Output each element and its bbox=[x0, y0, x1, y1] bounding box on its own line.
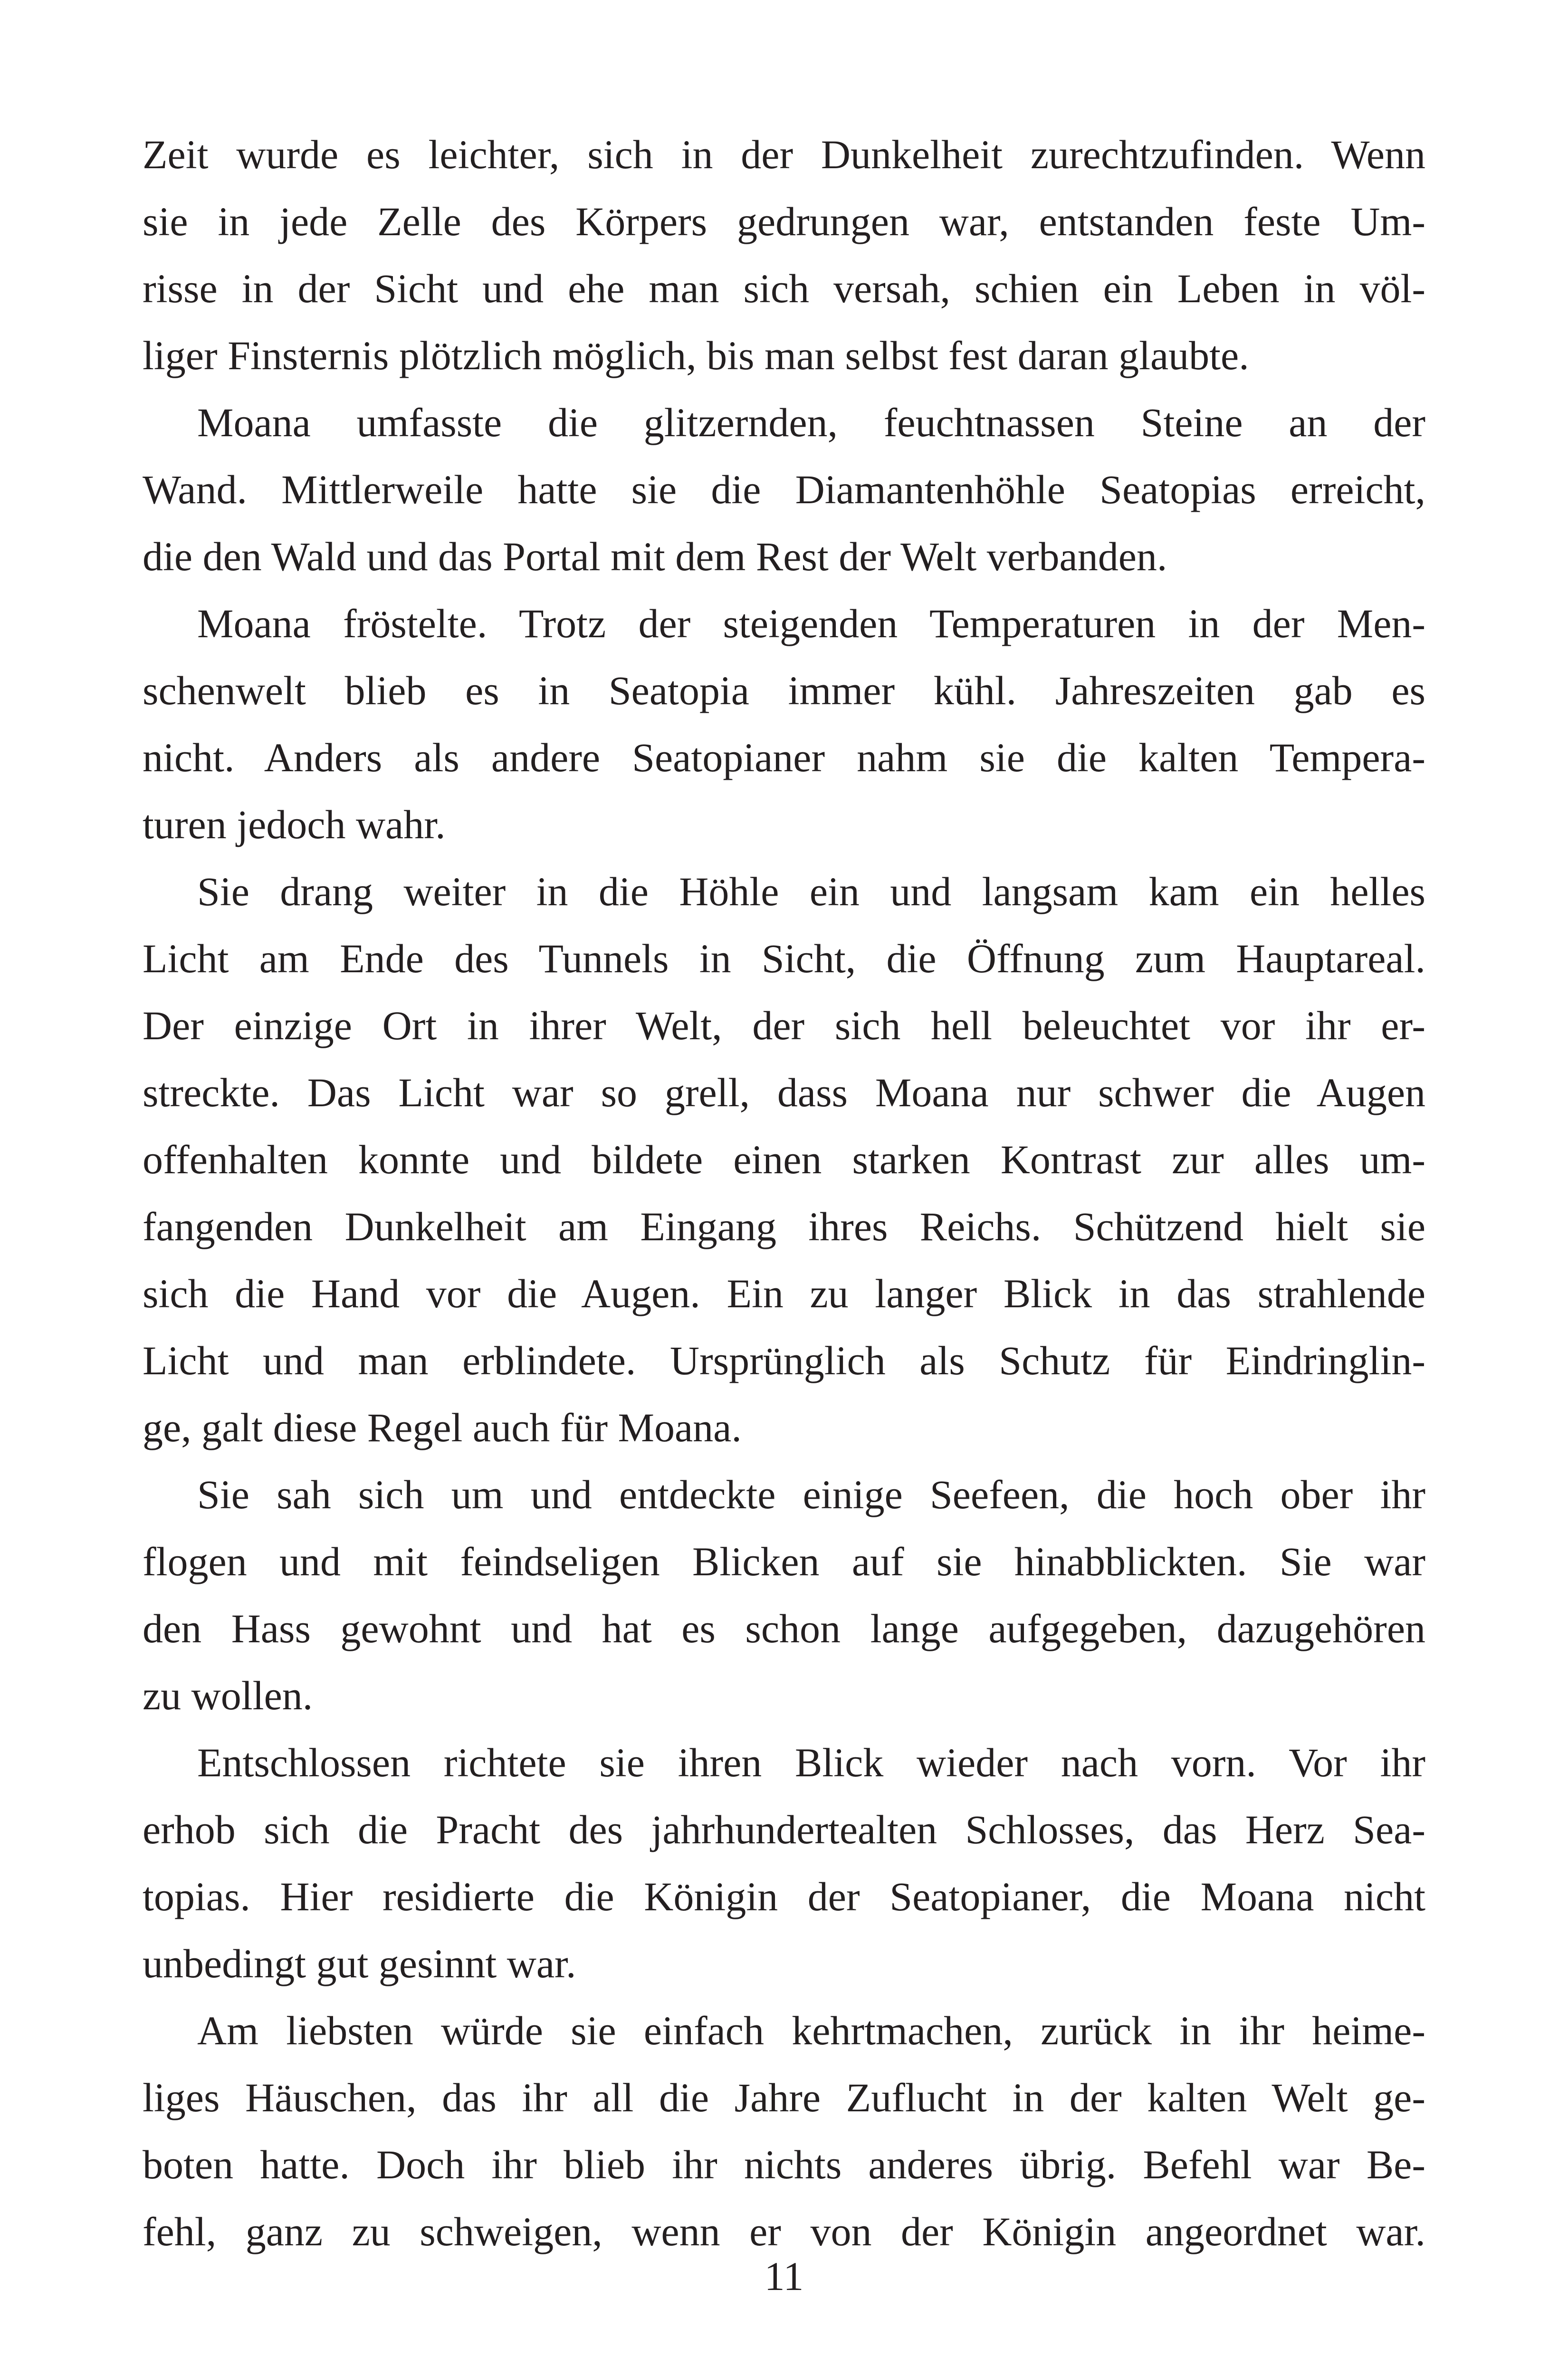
text-line: Licht am Ende des Tunnels in Sicht, die Öffnung zum Hauptareal. bbox=[143, 936, 1425, 981]
text-line: fehl, ganz zu schweigen, wenn er von der Königin angeordnet war. bbox=[143, 2209, 1425, 2254]
text-line: ge, galt diese Regel auch für Moana. bbox=[143, 1405, 742, 1450]
text-line: die den Wald und das Portal mit dem Rest der Welt verbanden. bbox=[143, 534, 1167, 579]
text-line: nicht. Anders als andere Seatopianer nahm sie die kalten Tempera- bbox=[143, 735, 1425, 780]
text-line: risse in der Sicht und ehe man sich versah, schien ein Leben in völ- bbox=[143, 266, 1425, 311]
paragraph bbox=[143, 1997, 1425, 2265]
paragraph bbox=[143, 590, 1425, 858]
text-line: den Hass gewohnt und hat es schon lange aufgegeben, dazugehören bbox=[143, 1606, 1425, 1651]
text-line: Sie drang weiter in die Höhle ein und langsam kam ein helles bbox=[197, 869, 1425, 914]
text-line: streckte. Das Licht war so grell, dass Moana nur schwer die Augen bbox=[143, 1070, 1425, 1115]
text-line: Licht und man erblindete. Ursprünglich als Schutz für Eindringlin- bbox=[143, 1338, 1425, 1383]
text-line: topias. Hier residierte die Königin der Seatopianer, die Moana nicht bbox=[143, 1874, 1425, 1919]
text-line: zu wollen. bbox=[143, 1673, 313, 1718]
paragraph bbox=[143, 858, 1425, 1461]
text-line: liges Häuschen, das ihr all die Jahre Zuflucht in der kalten Welt ge- bbox=[143, 2075, 1425, 2120]
text-line: sich die Hand vor die Augen. Ein zu langer Blick in das strahlende bbox=[143, 1271, 1425, 1316]
text-line: boten hatte. Doch ihr blieb ihr nichts anderes übrig. Befehl war Be- bbox=[143, 2142, 1425, 2187]
text-line: Entschlossen richtete sie ihren Blick wieder nach vorn. Vor ihr bbox=[197, 1740, 1425, 1785]
body-text bbox=[143, 121, 1425, 2265]
text-line: sie in jede Zelle des Körpers gedrungen war, entstanden feste Um- bbox=[143, 199, 1425, 244]
text-line: unbedingt gut gesinnt war. bbox=[143, 1941, 576, 1986]
text-line: flogen und mit feindseligen Blicken auf sie hinabblickten. Sie war bbox=[143, 1539, 1425, 1584]
text-line: Moana fröstelte. Trotz der steigenden Temperaturen in der Men- bbox=[197, 601, 1425, 646]
text-line: Der einzige Ort in ihrer Welt, der sich hell beleuchtet vor ihr er- bbox=[143, 1003, 1425, 1048]
text-line: schenwelt blieb es in Seatopia immer kühl. Jahreszeiten gab es bbox=[143, 668, 1425, 713]
page-number: 11 bbox=[764, 2253, 804, 2299]
paragraph bbox=[143, 1461, 1425, 1729]
text-line: Wand. Mittlerweile hatte sie die Diamantenhöhle Seatopias erreicht, bbox=[143, 467, 1425, 512]
text-line: Sie sah sich um und entdeckte einige Seefeen, die hoch ober ihr bbox=[197, 1472, 1425, 1517]
paragraph bbox=[143, 1729, 1425, 1997]
text-line: offenhalten konnte und bildete einen starken Kontrast zur alles um- bbox=[143, 1137, 1425, 1182]
text-line: fangenden Dunkelheit am Eingang ihres Reichs. Schützend hielt sie bbox=[143, 1204, 1425, 1249]
text-line: Am liebsten würde sie einfach kehrtmachen, zurück in ihr heime- bbox=[197, 2008, 1425, 2053]
text-line: Moana umfasste die glitzernden, feuchtnassen Steine an der bbox=[197, 400, 1425, 445]
paragraph bbox=[143, 389, 1425, 590]
text-line: erhob sich die Pracht des jahrhundertealten Schlosses, das Herz Sea- bbox=[143, 1807, 1425, 1852]
text-line: turen jedoch wahr. bbox=[143, 802, 446, 847]
text-line: liger Finsternis plötzlich möglich, bis man selbst fest daran glaubte. bbox=[143, 333, 1249, 378]
text-line: Zeit wurde es leichter, sich in der Dunkelheit zurechtzufinden. Wenn bbox=[143, 132, 1425, 177]
paragraph bbox=[143, 121, 1425, 389]
